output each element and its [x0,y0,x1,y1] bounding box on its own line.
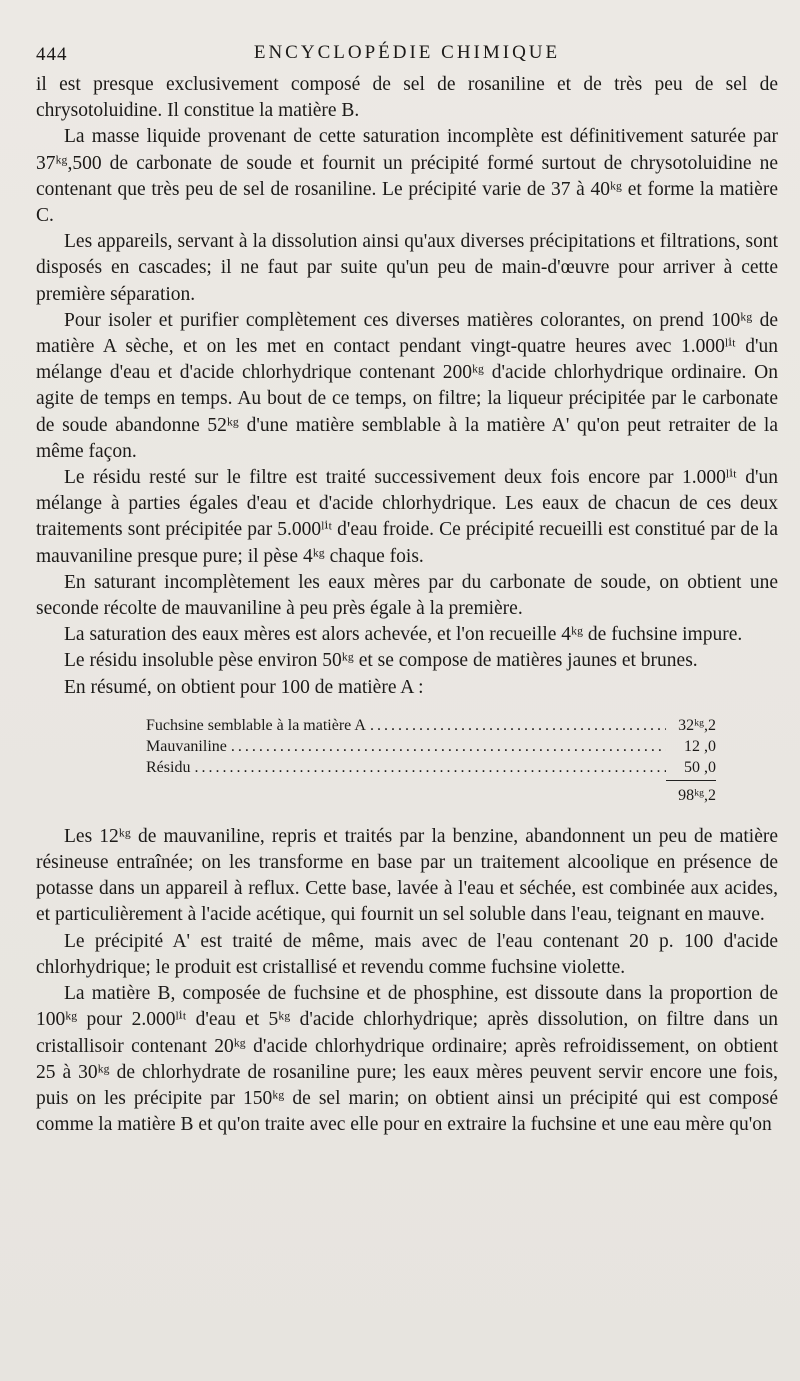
paragraph: En résumé, on obtient pour 100 de matière A : [64,676,424,698]
paragraph: Pour isoler et purifier complètement ces diverses matières colorantes, on prend 100ᵏᵍ de matière A sèche, et on les met en contact pendant vingt-quatre heures avec 1.000ˡⁱᵗ d'un mélange d'eau et d'acide chlorhydrique contenant 200ᵏᵍ d'acide chlorhydrique ordinaire. On agite de temps en temps. Au bout de ce temps, on filtre; la liqueur précipitée par le carbonate de soude abandonne 52ᵏᵍ d'une matière semblable à la matière A' qu'on peut retraiter de la même façon. [36,309,778,462]
running-title: ENCYCLOPÉDIE CHIMIQUE [253,42,561,63]
leader-dots [231,736,666,757]
summary-row [146,757,716,778]
paragraph: La matière B, composée de fuchsine et de phosphine, est dissoute dans la proportion de 100ᵏᵍ pour 2.000ˡⁱᵗ d'eau et 5ᵏᵍ d'acide chlorhydrique; après dissolution, on filtre dans un cristallisoir contenant 20ᵏᵍ d'acide chlorhydrique ordinaire; après refroidissement, on obtient 25 à 30ᵏᵍ de chlorhydrate de rosaniline pure; les eaux mères peuvent servir encore une fois, puis on les précipite par 150ᵏᵍ de sel marin; on obtient ainsi un précipité qui est composé comme la matière B et qu'on traite avec elle pour en extraire la fuchsine et une eau mère qu'on [36,983,778,1136]
summary-value: 12 ,0 [684,737,716,755]
summary-table [146,715,716,806]
page-header [36,38,778,72]
summary-label: Mauvaniline [146,737,227,755]
summary-label: Fuchsine semblable à la matière A [146,716,366,734]
paragraph: il est presque exclusivement composé de sel de rosaniline et de très peu de sel de chrysotoluidine. Il constitue la matière B. [36,74,778,122]
paragraph: Les 12ᵏᵍ de mauvaniline, repris et traités par la benzine, abandonnent un peu de matière résineuse entraînée; on les transforme en base par un traitement alcoolique en présence de potasse dans un appareil à reflux. Cette base, lavée à l'eau et séchée, est combinée aux acides, et particulièrement à l'acide acétique, qui fournit un sel soluble dans l'eau, teignant en mauve. [36,825,778,926]
summary-row [146,715,716,736]
paragraph: Le résidu resté sur le filtre est traité successivement deux fois encore par 1.000ˡⁱᵗ d'un mélange à parties égales d'eau et d'acide chlorhydrique. Les eaux de chacun de ces deux traitements sont précipitée par 5.000ˡⁱᵗ d'eau froide. Ce précipité recueilli est constitué par de la mauvaniline presque pure; il pèse 4ᵏᵍ chaque fois. [36,467,778,567]
paragraph: Les appareils, servant à la dissolution ainsi qu'aux diverses précipitations et filtrations, sont disposés en cascades; il ne faut par suite qu'un peu de main-d'œuvre pour arriver à cette première séparation. [36,231,778,305]
summary-total-value: 98ᵏᵍ,2 [666,780,716,806]
paragraph: La saturation des eaux mères est alors achevée, et l'on recueille 4ᵏᵍ de fuchsine impure. [64,624,743,646]
summary-total [146,778,716,806]
summary-value: 50 ,0 [684,758,716,776]
paragraph: Le précipité A' est traité de même, mais avec de l'eau contenant 20 p. 100 d'acide chlorhydrique; le produit est cristallisé et revendu comme fuchsine violette. [36,930,778,978]
body-text-bottom [36,824,778,1138]
paragraph: En saturant incomplètement les eaux mères par du carbonate de soude, on obtient une seconde récolte de mauvaniline à peu près égale à la première. [36,571,778,620]
paragraph: Le résidu insoluble pèse environ 50ᵏᵍ et se compose de matières jaunes et brunes. [64,650,698,672]
page-number: 444 [36,44,68,65]
paragraph: La masse liquide provenant de cette saturation incomplète est définitivement saturée par 37ᵏᵍ,500 de carbonate de soude et fournit un précipité formé surtout de chrysotoluidine ne contenant que très peu de sel de rosaniline. Le précipité varie de 37 à 40ᵏᵍ et forme la matière C. [36,126,778,227]
summary-value: 32ᵏᵍ,2 [678,716,716,734]
leader-dots [370,715,666,736]
summary-row [146,736,716,757]
leader-dots [194,757,666,778]
summary-label: Résidu [146,758,191,776]
body-text-top [36,72,778,701]
